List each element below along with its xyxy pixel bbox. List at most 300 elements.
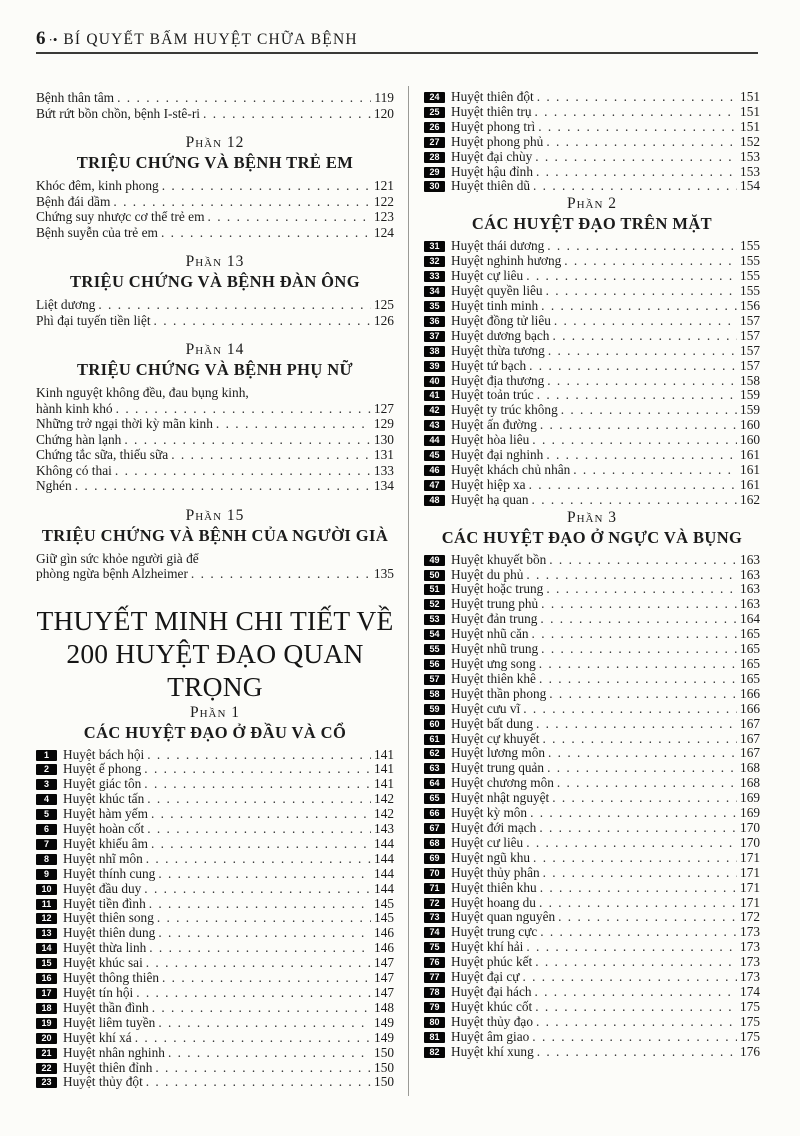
toc-entry-group xyxy=(36,385,394,416)
point-entry xyxy=(424,1030,760,1045)
toc-entry-group xyxy=(36,447,394,463)
point-entry xyxy=(424,1045,760,1060)
point-entry-label: Huyệt hoang du xyxy=(451,894,536,910)
point-entry xyxy=(36,762,394,777)
point-entry-page: 165 xyxy=(740,641,760,657)
toc-entry-wrap-line: Giữ gìn sức khỏe người già để xyxy=(36,550,199,566)
entry-number-badge: 64 xyxy=(424,778,445,789)
point-entry xyxy=(424,761,760,776)
dot-leader xyxy=(532,1030,737,1045)
dot-leader xyxy=(533,851,737,866)
point-section-heading xyxy=(36,703,394,743)
point-entry-label: Huyệt tinh minh xyxy=(451,297,539,313)
part-label: Phần 15 xyxy=(185,506,245,524)
dot-leader xyxy=(523,970,738,985)
point-entry-page: 166 xyxy=(740,700,760,716)
dot-leader xyxy=(157,911,371,926)
point-section-heading xyxy=(424,194,760,234)
entry-number-badge: 37 xyxy=(424,331,445,342)
point-entry-page: 157 xyxy=(740,342,760,358)
point-entry xyxy=(424,418,760,433)
toc-entry-page: 125 xyxy=(373,297,394,312)
section-title: CÁC HUYỆT ĐẠO TRÊN MẶT xyxy=(471,214,713,234)
point-entry-label: Huyệt khí xá xyxy=(63,1029,132,1045)
point-entry xyxy=(36,777,394,792)
point-entry-label: Huyệt thái dương xyxy=(451,238,545,254)
point-entry-page: 145 xyxy=(374,910,394,926)
point-entry-page: 161 xyxy=(740,447,760,463)
dot-leader xyxy=(546,448,737,463)
point-entry-label: Huyệt thủy phân xyxy=(451,864,540,880)
entry-number-badge: 27 xyxy=(424,137,445,148)
dot-leader xyxy=(541,642,737,657)
entry-number-badge: 10 xyxy=(36,884,57,895)
dot-leader xyxy=(573,463,737,478)
dot-leader xyxy=(161,225,371,241)
point-entry xyxy=(36,837,394,852)
toc-section xyxy=(36,340,394,494)
point-entry xyxy=(424,448,760,463)
dot-leader xyxy=(552,329,737,344)
point-entry-page: 142 xyxy=(374,806,394,822)
point-entry-label: Huyệt lương môn xyxy=(451,745,546,761)
point-entry-label: Huyệt đại nghinh xyxy=(451,447,544,463)
point-entry-label: Huyệt đại chùy xyxy=(451,148,533,164)
toc-entry-page: 129 xyxy=(373,416,394,431)
toc-section xyxy=(36,133,394,240)
toc-entry-page: 123 xyxy=(373,209,394,224)
toc-section xyxy=(36,506,394,582)
point-entry-page: 165 xyxy=(740,656,760,671)
toc-entry-label: phòng ngừa bệnh Alzheimer xyxy=(36,566,188,581)
dot-leader xyxy=(539,896,737,911)
point-entry xyxy=(36,852,394,867)
point-section xyxy=(424,90,760,194)
entry-number-badge: 82 xyxy=(424,1047,445,1058)
point-entry-label: Huyệt đản trung xyxy=(451,611,538,627)
point-entry-page: 146 xyxy=(374,925,394,941)
dot-leader xyxy=(147,822,371,837)
toc-entry xyxy=(36,90,394,106)
point-entry-label: Huyệt bách hội xyxy=(63,746,145,762)
point-entry-label: Huyệt phong trì xyxy=(451,118,536,134)
point-entry xyxy=(424,179,760,194)
point-entry xyxy=(36,1061,394,1076)
point-entry-page: 149 xyxy=(374,1029,394,1045)
toc-entry-group xyxy=(36,478,394,494)
part-label: Phần 3 xyxy=(566,508,618,526)
point-entry-label: Huyệt thính cung xyxy=(63,865,156,881)
point-entry-label: Huyệt khí hải xyxy=(451,939,524,955)
dot-leader xyxy=(533,179,737,194)
point-entry xyxy=(424,657,760,672)
point-entry-page: 151 xyxy=(740,89,760,104)
dot-leader xyxy=(536,717,737,732)
point-entry-page: 161 xyxy=(740,461,760,477)
point-entry xyxy=(424,821,760,836)
dot-leader xyxy=(558,910,737,925)
point-entry xyxy=(424,940,760,955)
point-entry-label: Huyệt kỳ môn xyxy=(451,805,528,821)
entry-number-badge: 56 xyxy=(424,659,445,670)
point-entry-label: Huyệt hàm yếm xyxy=(63,806,148,822)
dot-leader xyxy=(149,941,371,956)
point-entry-label: Huyệt cự khuyết xyxy=(451,730,540,746)
point-entry xyxy=(424,239,760,254)
point-entry-label: Huyệt trung phủ xyxy=(451,596,539,612)
point-entry-label: Huyệt thiên song xyxy=(63,910,154,926)
point-entry xyxy=(424,627,760,642)
toc-entry-wrap-line: Kinh nguyệt không đều, đau bụng kinh, xyxy=(36,385,249,400)
dot-leader xyxy=(530,806,737,821)
entry-number-badge: 52 xyxy=(424,599,445,610)
toc-entry-page: 135 xyxy=(373,566,394,581)
entry-number-badge: 25 xyxy=(424,107,445,118)
point-entry xyxy=(424,388,760,403)
dot-leader xyxy=(557,776,737,791)
point-entry xyxy=(424,925,760,940)
point-entry-label: Huyệt khúc tấn xyxy=(63,791,145,807)
point-entry-label: Huyệt ế phong xyxy=(63,761,142,777)
point-entry xyxy=(424,105,760,120)
point-entry-page: 175 xyxy=(740,998,760,1014)
toc-entry xyxy=(36,194,394,210)
point-entry-page: 155 xyxy=(740,238,760,254)
dot-leader xyxy=(535,985,738,1000)
point-entry-label: Huyệt thần phong xyxy=(451,685,547,701)
toc-entry xyxy=(36,401,394,417)
toc-entry-page: 134 xyxy=(373,478,394,493)
point-entry-page: 157 xyxy=(740,327,760,343)
point-entry-label: Huyệt nhân nghinh xyxy=(63,1044,165,1060)
point-entry xyxy=(424,717,760,732)
entry-number-badge: 40 xyxy=(424,376,445,387)
entry-number-badge: 60 xyxy=(424,719,445,730)
intro-toc-list xyxy=(36,90,394,121)
toc-entry-list xyxy=(36,551,394,582)
dot-leader xyxy=(552,791,737,806)
point-entry xyxy=(424,135,760,150)
point-entry-page: 153 xyxy=(740,163,760,179)
point-entry-page: 166 xyxy=(740,685,760,701)
point-entry-page: 155 xyxy=(740,268,760,284)
dot-leader xyxy=(116,401,371,417)
part-label: Phần 13 xyxy=(185,253,245,270)
point-entry-label: Huyệt nhĩ môn xyxy=(63,850,143,866)
dot-leader xyxy=(144,762,371,777)
dot-leader xyxy=(537,388,737,403)
point-entry xyxy=(424,1015,760,1030)
entry-number-badge: 14 xyxy=(36,943,57,954)
dot-leader xyxy=(539,672,737,687)
toc-entry xyxy=(36,447,394,463)
point-entry xyxy=(424,120,760,135)
toc-entry-label: Khóc đêm, kinh phong xyxy=(36,178,159,193)
point-entry-page: 146 xyxy=(374,940,394,956)
entry-number-badge: 46 xyxy=(424,465,445,476)
left-point-sections xyxy=(36,703,394,1091)
point-entry xyxy=(36,1046,394,1061)
entry-number-badge: 24 xyxy=(424,92,445,103)
toc-sections xyxy=(36,133,394,582)
point-entry xyxy=(424,165,760,180)
point-entry-label: Huyệt đại cự xyxy=(451,969,520,985)
entry-number-badge: 67 xyxy=(424,823,445,834)
point-entry-label: Huyệt hiệp xa xyxy=(451,476,526,492)
page-header xyxy=(36,28,760,50)
point-entry xyxy=(424,493,760,508)
dot-leader xyxy=(536,165,737,180)
dot-leader xyxy=(158,867,371,882)
dot-leader xyxy=(144,777,371,792)
entry-number-badge: 42 xyxy=(424,405,445,416)
header-separator: ·• xyxy=(48,32,58,47)
point-entry xyxy=(424,463,760,478)
point-entry xyxy=(424,553,760,568)
point-entry-page: 174 xyxy=(740,983,760,999)
point-entry-page: 162 xyxy=(740,491,760,507)
point-entry-label: Huyệt khiếu âm xyxy=(63,835,148,851)
point-entry-label: Huyệt cư liêu xyxy=(451,834,524,850)
point-entry-list xyxy=(424,553,760,1060)
point-entry xyxy=(36,911,394,926)
point-entry-page: 160 xyxy=(740,432,760,448)
entry-number-badge: 69 xyxy=(424,853,445,864)
toc-entry-page: 120 xyxy=(373,105,394,121)
point-section xyxy=(424,194,760,507)
point-entry-page: 168 xyxy=(740,760,760,776)
point-entry xyxy=(36,807,394,822)
right-point-sections xyxy=(424,90,760,1059)
point-entry-label: Huyệt nghinh hương xyxy=(451,253,562,269)
point-entry xyxy=(424,597,760,612)
dot-leader xyxy=(538,120,737,135)
entry-number-badge: 6 xyxy=(36,824,57,835)
point-entry-page: 147 xyxy=(374,970,394,986)
point-entry-page: 144 xyxy=(374,850,394,866)
point-entry-label: Huyệt chương môn xyxy=(451,775,554,791)
point-entry-label: Huyệt giác tôn xyxy=(63,776,142,792)
point-entry-page: 150 xyxy=(374,1059,394,1075)
point-entry-page: 158 xyxy=(740,372,760,388)
section-title: TRIỆU CHỨNG VÀ BỆNH PHỤ NỮ xyxy=(76,360,354,379)
left-column xyxy=(36,90,394,1090)
column-divider xyxy=(408,86,409,1096)
dot-leader xyxy=(526,836,737,851)
point-entry-page: 145 xyxy=(374,895,394,911)
dot-leader xyxy=(526,940,737,955)
point-entry-page: 169 xyxy=(740,805,760,821)
point-entry xyxy=(36,956,394,971)
toc-entry-label: Nghén xyxy=(36,478,72,493)
point-entry-label: Huyệt địa thương xyxy=(451,372,545,388)
dot-leader xyxy=(547,761,737,776)
point-entry-label: Huyệt phong phủ xyxy=(451,133,544,149)
point-entry xyxy=(36,971,394,986)
entry-number-badge: 39 xyxy=(424,361,445,372)
point-entry-label: Huyệt khúc cốt xyxy=(451,998,533,1014)
point-entry xyxy=(424,359,760,374)
toc-entry-group xyxy=(36,297,394,313)
point-entry xyxy=(424,374,760,389)
point-entry-page: 151 xyxy=(740,103,760,119)
point-section-heading xyxy=(424,508,760,548)
dot-leader xyxy=(548,746,737,761)
point-entry-label: Huyệt đại hách xyxy=(451,983,532,999)
point-entry-page: 142 xyxy=(374,791,394,807)
entry-number-badge: 17 xyxy=(36,988,57,999)
point-entry-page: 155 xyxy=(740,253,760,269)
point-entry-label: Huyệt thủy đột xyxy=(63,1074,143,1090)
point-entry xyxy=(36,1001,394,1016)
toc-entry-group xyxy=(36,178,394,194)
point-entry xyxy=(424,791,760,806)
dot-leader xyxy=(564,254,737,269)
entry-number-badge: 3 xyxy=(36,779,57,790)
point-entry-label: Huyệt thiên trụ xyxy=(451,103,532,119)
dot-leader xyxy=(541,299,737,314)
toc-entry-list xyxy=(36,178,394,240)
dot-leader xyxy=(136,986,371,1001)
entry-number-badge: 76 xyxy=(424,957,445,968)
toc-entry-group xyxy=(36,416,394,432)
point-entry xyxy=(36,867,394,882)
point-entry-page: 157 xyxy=(740,312,760,328)
toc-entry-group xyxy=(36,313,394,329)
point-entry-label: Huyệt nhũ căn xyxy=(451,626,529,642)
dot-leader xyxy=(540,612,737,627)
toc-entry-page: 124 xyxy=(373,224,394,240)
point-entry-label: Huyệt thiên khu xyxy=(451,879,537,895)
entry-number-badge: 1 xyxy=(36,750,57,761)
entry-number-badge: 54 xyxy=(424,629,445,640)
point-entry-label: Huyệt khúc sai xyxy=(63,955,143,971)
point-entry xyxy=(424,403,760,418)
point-entry-page: 173 xyxy=(740,969,760,985)
point-entry-label: Huyệt toản trúc xyxy=(451,387,534,403)
entry-number-badge: 43 xyxy=(424,420,445,431)
dot-leader xyxy=(151,807,371,822)
point-entry xyxy=(424,299,760,314)
point-entry-label: Huyệt tín hội xyxy=(63,985,134,1000)
entry-number-badge: 12 xyxy=(36,913,57,924)
point-entry-page: 175 xyxy=(740,1028,760,1044)
entry-number-badge: 22 xyxy=(36,1063,57,1074)
point-entry-page: 153 xyxy=(740,148,760,164)
entry-number-badge: 65 xyxy=(424,793,445,804)
toc-entry-label: Liệt dương xyxy=(36,297,96,312)
toc-entry-page: 130 xyxy=(373,431,394,447)
point-entry-label: Huyệt cưu vĩ xyxy=(451,700,521,716)
point-entry-page: 167 xyxy=(740,745,760,761)
header-rule xyxy=(36,52,758,54)
entry-number-badge: 59 xyxy=(424,704,445,715)
entry-number-badge: 71 xyxy=(424,883,445,894)
toc-entry-label: Chứng hàn lạnh xyxy=(36,431,122,447)
dot-leader xyxy=(117,90,371,106)
point-entry-label: Huyệt hòa liêu xyxy=(451,432,530,448)
point-entry xyxy=(424,732,760,747)
point-entry xyxy=(424,881,760,896)
toc-entry xyxy=(36,178,394,194)
point-entry-label: Huyệt đầu duy xyxy=(63,880,142,896)
point-entry xyxy=(424,582,760,597)
dot-leader xyxy=(546,582,737,597)
point-entry-label: Huyệt hạ quan xyxy=(451,491,529,507)
entry-number-badge: 62 xyxy=(424,748,445,759)
point-entry-label: Huyệt thông thiên xyxy=(63,970,160,986)
point-entry-page: 151 xyxy=(740,118,760,134)
toc-entry xyxy=(36,463,394,479)
dot-leader xyxy=(216,416,371,432)
point-entry-page: 176 xyxy=(740,1043,760,1059)
point-entry-label: Huyệt dương bạch xyxy=(451,327,550,343)
dot-leader xyxy=(539,821,737,836)
point-entry xyxy=(424,687,760,702)
point-entry-page: 163 xyxy=(740,551,760,567)
toc-entry-label: Chứng suy nhược cơ thể trẻ em xyxy=(36,209,205,224)
point-entry xyxy=(36,882,394,897)
point-entry xyxy=(424,612,760,627)
point-entry-label: Huyệt bất dung xyxy=(451,715,533,731)
point-entry xyxy=(424,851,760,866)
entry-number-badge: 79 xyxy=(424,1002,445,1013)
dot-leader xyxy=(549,553,737,568)
point-entry-label: Huyệt âm giao xyxy=(451,1028,530,1044)
dot-leader xyxy=(540,925,737,940)
point-entry xyxy=(424,254,760,269)
entry-number-badge: 35 xyxy=(424,301,445,312)
entry-number-badge: 36 xyxy=(424,316,445,327)
point-entry xyxy=(424,970,760,985)
point-entry-page: 175 xyxy=(740,1013,760,1029)
point-entry xyxy=(424,344,760,359)
point-entry xyxy=(36,1016,394,1031)
entry-number-badge: 58 xyxy=(424,689,445,700)
point-entry xyxy=(424,269,760,284)
dot-leader xyxy=(135,1031,371,1046)
toc-entry-page: 131 xyxy=(373,447,394,462)
toc-entry-page: 122 xyxy=(373,193,394,209)
point-entry-page: 147 xyxy=(374,985,394,1000)
entry-number-badge: 61 xyxy=(424,734,445,745)
dot-leader xyxy=(535,105,738,120)
point-entry-page: 169 xyxy=(740,790,760,806)
entry-number-badge: 70 xyxy=(424,868,445,879)
entry-number-badge: 72 xyxy=(424,898,445,909)
point-entry-page: 163 xyxy=(740,566,760,582)
dot-leader xyxy=(536,1015,737,1030)
toc-entry xyxy=(36,225,394,241)
point-entry-label: Huyệt ưng song xyxy=(451,656,536,671)
entry-number-badge: 26 xyxy=(424,122,445,133)
entry-number-badge: 55 xyxy=(424,644,445,655)
entry-number-badge: 80 xyxy=(424,1017,445,1028)
point-entry-page: 141 xyxy=(374,776,394,792)
part-label: Phần 1 xyxy=(189,703,241,721)
point-entry xyxy=(424,1000,760,1015)
dot-leader xyxy=(540,881,737,896)
dot-leader xyxy=(547,374,737,389)
book-main-title xyxy=(36,604,394,703)
point-entry-label: Huyệt hậu đỉnh xyxy=(451,163,533,179)
entry-number-badge: 68 xyxy=(424,838,445,849)
point-entry xyxy=(424,433,760,448)
point-entry-page: 167 xyxy=(740,730,760,746)
point-entry xyxy=(424,284,760,299)
point-entry xyxy=(424,672,760,687)
point-entry-page: 155 xyxy=(740,283,760,299)
